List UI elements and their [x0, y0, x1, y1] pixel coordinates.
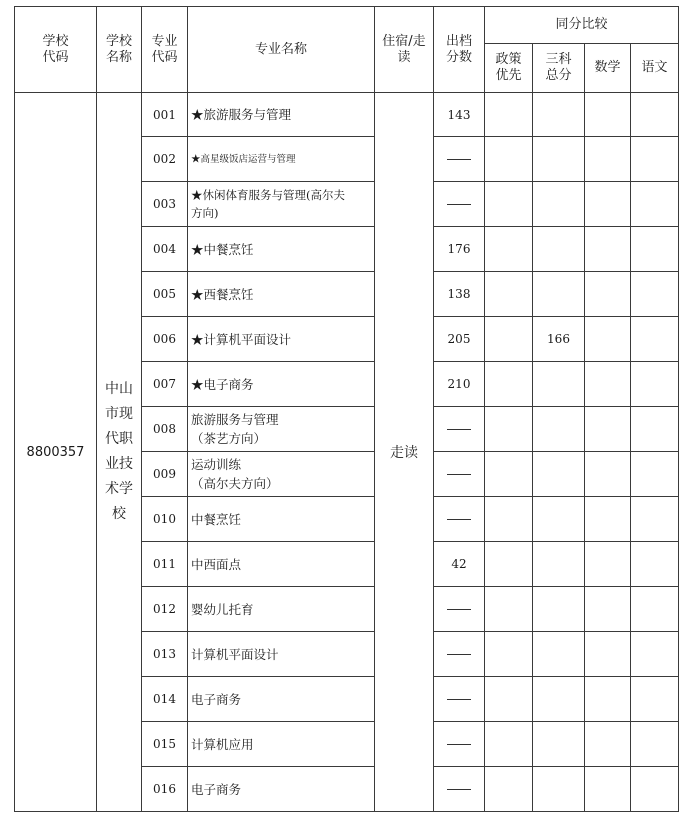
- policy-priority-cell: [485, 362, 533, 407]
- major-name-line: 电子商务: [191, 691, 242, 707]
- three-subject-total-cell: [533, 227, 585, 272]
- chinese-cell: [631, 587, 679, 632]
- chinese-cell: [631, 767, 679, 812]
- three-subject-total-cell: [533, 272, 585, 317]
- major-code-cell: 010: [142, 497, 188, 542]
- score-cell: [434, 722, 485, 767]
- no-score-dash: [447, 744, 471, 745]
- policy-priority-cell: [485, 137, 533, 182]
- major-name-cell: [188, 452, 375, 497]
- school-name-line: 校: [112, 506, 126, 522]
- score-cell: 205: [434, 317, 485, 362]
- major-name-cell: [188, 632, 375, 677]
- math-cell: [585, 182, 631, 227]
- score-cell: 143: [434, 93, 485, 137]
- major-code-cell: 016: [142, 767, 188, 812]
- score-cell: [434, 137, 485, 182]
- score-cell: 42: [434, 542, 485, 587]
- three-subject-total-cell: [533, 452, 585, 497]
- policy-priority-cell: [485, 317, 533, 362]
- table-row: [15, 93, 679, 137]
- major-name-line: 旅游服务与管理: [191, 412, 279, 427]
- school-name-line: 术学: [105, 481, 133, 497]
- score-cell: [434, 677, 485, 722]
- school-name-line: 代职: [105, 431, 133, 447]
- header-school-name: 学校 名称: [97, 7, 142, 93]
- major-code-cell: 014: [142, 677, 188, 722]
- major-name-cell: [188, 317, 375, 362]
- no-score-dash: [447, 789, 471, 790]
- chinese-cell: [631, 362, 679, 407]
- no-score-dash: [447, 609, 471, 610]
- chinese-cell: [631, 137, 679, 182]
- major-name-line: 计算机平面设计: [191, 646, 279, 662]
- policy-priority-cell: [485, 407, 533, 452]
- major-name-line: 电子商务: [191, 781, 242, 797]
- major-name-line: 运动训练: [191, 457, 242, 472]
- no-score-dash: [447, 699, 471, 700]
- major-name-line: 婴幼儿托育: [191, 601, 254, 617]
- major-name-line: （茶艺方向）: [191, 431, 267, 446]
- policy-priority-cell: [485, 182, 533, 227]
- three-subject-total-cell: [533, 767, 585, 812]
- score-cell: 176: [434, 227, 485, 272]
- score-cell: [434, 767, 485, 812]
- major-code-cell: 013: [142, 632, 188, 677]
- math-cell: [585, 362, 631, 407]
- no-score-dash: [447, 429, 471, 430]
- major-code-cell: 015: [142, 722, 188, 767]
- math-cell: [585, 722, 631, 767]
- major-name-cell: [188, 407, 375, 452]
- policy-priority-cell: [485, 452, 533, 497]
- major-name-line: ★中餐烹饪: [191, 241, 254, 257]
- policy-priority-cell: [485, 497, 533, 542]
- math-cell: [585, 497, 631, 542]
- major-code-cell: 005: [142, 272, 188, 317]
- three-subject-total-cell: [533, 407, 585, 452]
- major-name-line: 中西面点: [191, 556, 242, 572]
- admission-table: [14, 6, 679, 812]
- no-score-dash: [447, 654, 471, 655]
- score-cell: [434, 497, 485, 542]
- chinese-cell: [631, 632, 679, 677]
- lodging-cell: 走读: [375, 93, 434, 812]
- header-lodging: 住宿/走 读: [375, 7, 434, 93]
- school-name-cell: [97, 93, 142, 812]
- score-cell: [434, 182, 485, 227]
- math-cell: [585, 407, 631, 452]
- policy-priority-cell: [485, 632, 533, 677]
- three-subject-total-cell: [533, 182, 585, 227]
- major-name-line: 计算机应用: [191, 736, 254, 752]
- chinese-cell: [631, 93, 679, 137]
- major-name-cell: [188, 587, 375, 632]
- three-subject-total-cell: [533, 632, 585, 677]
- header-score: 出档 分数: [434, 7, 485, 93]
- chinese-cell: [631, 452, 679, 497]
- major-name-line: ★计算机平面设计: [191, 331, 292, 347]
- policy-priority-cell: [485, 587, 533, 632]
- major-code-cell: 001: [142, 93, 188, 137]
- policy-priority-cell: [485, 542, 533, 587]
- major-code-cell: 011: [142, 542, 188, 587]
- math-cell: [585, 587, 631, 632]
- math-cell: [585, 272, 631, 317]
- no-score-dash: [447, 159, 471, 160]
- no-score-dash: [447, 474, 471, 475]
- math-cell: [585, 452, 631, 497]
- three-subject-total-cell: [533, 362, 585, 407]
- header-math: 数学: [585, 44, 631, 93]
- major-name-cell: [188, 227, 375, 272]
- policy-priority-cell: [485, 272, 533, 317]
- major-code-cell: 004: [142, 227, 188, 272]
- major-name-cell: [188, 93, 375, 137]
- chinese-cell: [631, 227, 679, 272]
- no-score-dash: [447, 519, 471, 520]
- score-cell: [434, 452, 485, 497]
- chinese-cell: [631, 497, 679, 542]
- math-cell: [585, 317, 631, 362]
- three-subject-total-cell: [533, 93, 585, 137]
- major-code-cell: 006: [142, 317, 188, 362]
- major-name-line: ★高星级饭店运营与管理: [191, 153, 296, 165]
- three-subject-total-cell: [533, 722, 585, 767]
- major-code-cell: 003: [142, 182, 188, 227]
- header-school-code: 学校 代码: [15, 7, 97, 93]
- score-cell: [434, 407, 485, 452]
- three-subject-total-cell: [533, 497, 585, 542]
- major-name-cell: [188, 767, 375, 812]
- three-subject-total-cell: 166: [533, 317, 585, 362]
- three-subject-total-cell: [533, 587, 585, 632]
- three-subject-total-cell: [533, 542, 585, 587]
- no-score-dash: [447, 204, 471, 205]
- major-name-cell: [188, 677, 375, 722]
- header-major-name: 专业名称: [188, 7, 375, 93]
- chinese-cell: [631, 317, 679, 362]
- math-cell: [585, 93, 631, 137]
- school-name-line: 中山: [105, 381, 133, 397]
- major-name-line: ★西餐烹饪: [191, 286, 254, 302]
- major-code-cell: 008: [142, 407, 188, 452]
- math-cell: [585, 227, 631, 272]
- major-code-cell: 007: [142, 362, 188, 407]
- major-code-cell: 002: [142, 137, 188, 182]
- major-name-cell: [188, 272, 375, 317]
- chinese-cell: [631, 722, 679, 767]
- three-subject-total-cell: [533, 677, 585, 722]
- major-name-line: ★旅游服务与管理: [191, 107, 292, 122]
- score-cell: 138: [434, 272, 485, 317]
- math-cell: [585, 542, 631, 587]
- chinese-cell: [631, 272, 679, 317]
- policy-priority-cell: [485, 767, 533, 812]
- three-subject-total-cell: [533, 137, 585, 182]
- major-name-line: ★电子商务: [191, 376, 254, 392]
- major-name-cell: [188, 362, 375, 407]
- major-name-line: ★休闲体育服务与管理(高尔夫: [191, 188, 345, 202]
- major-code-cell: 009: [142, 452, 188, 497]
- school-name-line: 业技: [105, 456, 133, 472]
- policy-priority-cell: [485, 93, 533, 137]
- policy-priority-cell: [485, 722, 533, 767]
- chinese-cell: [631, 407, 679, 452]
- chinese-cell: [631, 542, 679, 587]
- math-cell: [585, 677, 631, 722]
- major-code-cell: 012: [142, 587, 188, 632]
- major-name-cell: [188, 182, 375, 227]
- policy-priority-cell: [485, 227, 533, 272]
- policy-priority-cell: [485, 677, 533, 722]
- major-name-cell: [188, 137, 375, 182]
- score-cell: [434, 587, 485, 632]
- chinese-cell: [631, 677, 679, 722]
- header-compare: 同分比较: [485, 7, 679, 44]
- major-name-line: 方向): [191, 206, 219, 220]
- major-name-cell: [188, 542, 375, 587]
- math-cell: [585, 137, 631, 182]
- major-name-cell: [188, 722, 375, 767]
- score-cell: [434, 632, 485, 677]
- chinese-cell: [631, 182, 679, 227]
- major-name-line: （高尔夫方向）: [191, 476, 279, 491]
- major-name-cell: [188, 497, 375, 542]
- header-three-subject-total: 三科 总分: [533, 44, 585, 93]
- header-chinese: 语文: [631, 44, 679, 93]
- math-cell: [585, 632, 631, 677]
- school-name-line: 市现: [105, 406, 133, 422]
- school-code-cell: 8800357: [15, 93, 97, 812]
- score-cell: 210: [434, 362, 485, 407]
- header-major-code: 专业 代码: [142, 7, 188, 93]
- math-cell: [585, 767, 631, 812]
- major-name-line: 中餐烹饪: [191, 511, 242, 527]
- header-policy-priority: 政策 优先: [485, 44, 533, 93]
